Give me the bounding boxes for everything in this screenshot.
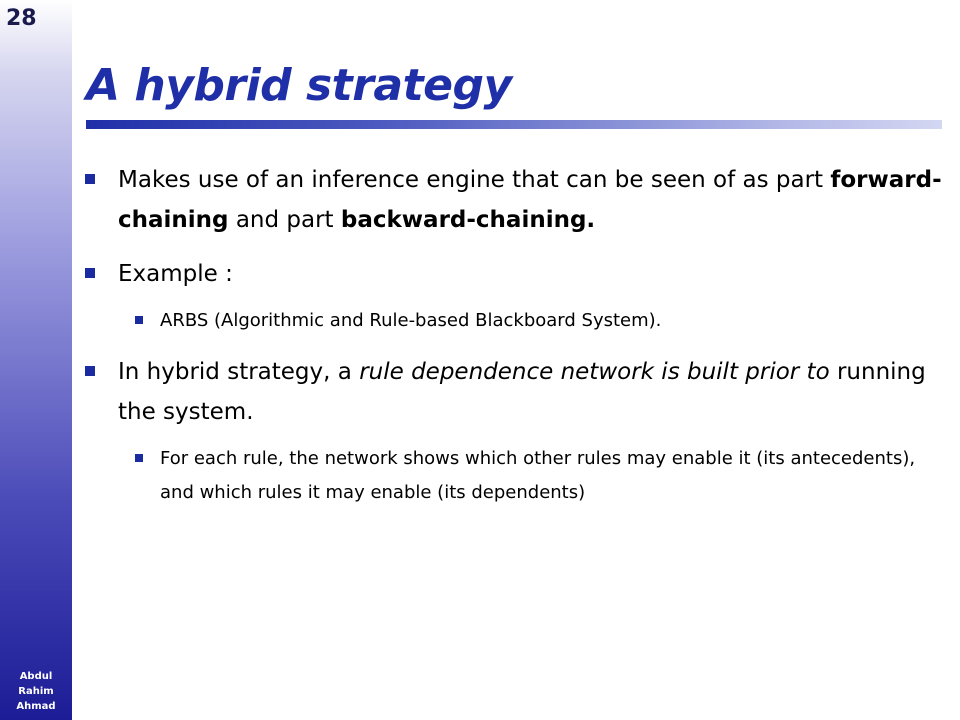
bullet-text: and part: [228, 207, 341, 233]
title-underline: [86, 120, 942, 129]
slide-number: 28: [6, 6, 37, 31]
sub-bullet-arbs: [80, 304, 950, 338]
sidebar: [0, 0, 72, 720]
bold-term-backward-chaining: backward-chaining.: [340, 207, 596, 233]
bullet-hybrid-strategy: [80, 352, 950, 432]
square-bullet-icon: [135, 316, 143, 324]
author-last-name: Ahmad: [16, 701, 56, 712]
square-bullet-icon: [85, 366, 95, 376]
italic-phrase: rule dependence network is built prior to: [359, 359, 830, 385]
sub-bullet-network: [80, 442, 950, 510]
bullet-inference-engine: [80, 160, 950, 240]
sub-bullet-text: For each rule, the network shows which other rules may enable it (its antecedents), and which rules it may enable (its dependents): [160, 448, 916, 503]
bullet-text: Example :: [118, 261, 233, 287]
square-bullet-icon: [85, 174, 95, 184]
bullet-text: running the system.: [118, 359, 926, 425]
author-label: [0, 669, 72, 714]
bullet-text: In hybrid strategy, a: [118, 359, 360, 385]
slide-body: [80, 160, 950, 524]
slide-title: A hybrid strategy: [86, 60, 512, 111]
square-bullet-icon: [85, 268, 95, 278]
bullet-text: Makes use of an inference engine that can be seen of as part: [118, 167, 831, 193]
square-bullet-icon: [135, 454, 143, 462]
sub-bullet-text: ARBS (Algorithmic and Rule-based Blackboard System).: [160, 310, 662, 331]
author-first-name: Abdul: [19, 671, 53, 682]
bold-term-forward-chaining: forward-chaining: [118, 167, 942, 233]
bullet-example: [80, 254, 950, 294]
author-middle-name: Rahim: [18, 686, 54, 697]
